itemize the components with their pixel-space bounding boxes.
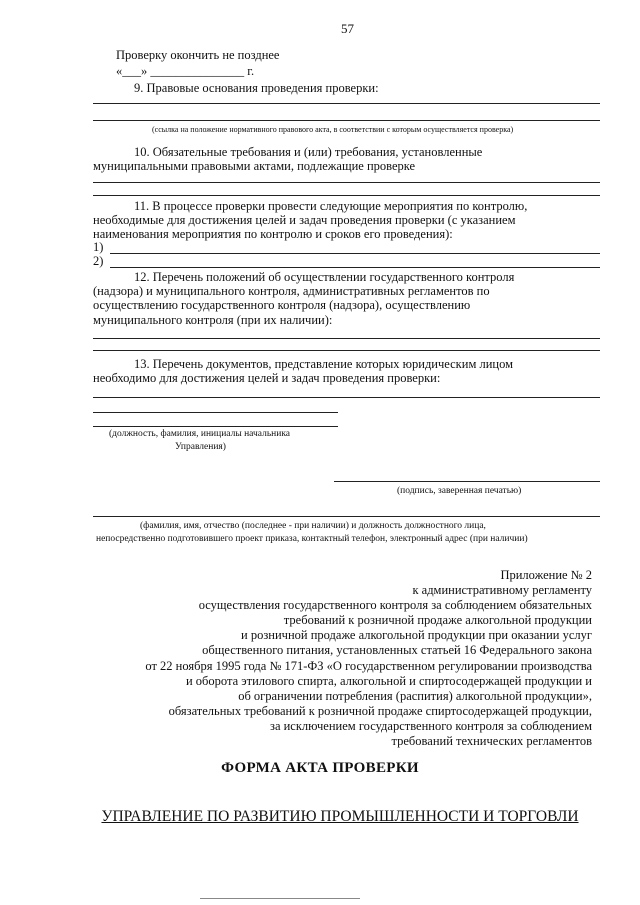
signature-line xyxy=(334,481,600,482)
fill-line xyxy=(93,426,338,427)
appendix-block xyxy=(145,568,592,749)
page-number: 57 xyxy=(341,21,354,36)
head-position-note-line1: (должность, фамилия, инициалы начальника xyxy=(109,429,291,439)
official-note-line2: непосредственно подготовившего проект приказа, контактный телефон, электронный адрес (при наличии) xyxy=(96,534,528,544)
fill-line xyxy=(93,338,600,339)
appendix-line: от 22 ноября 1995 года № 171-ФЗ «О государственном регулировании производства xyxy=(145,658,592,673)
appendix-line: к административному регламенту xyxy=(412,583,592,598)
appendix-line: общественного питания, установленных статьей 16 Федерального закона xyxy=(202,643,592,658)
fill-line xyxy=(93,120,600,121)
fill-line xyxy=(93,195,600,196)
section-10-line1: 10. Обязательные требования и (или) требования, установленные xyxy=(134,145,483,159)
section-9-note: (ссылка на положение нормативного правового акта, в соответствии с которым осуществляется проверка) xyxy=(152,125,514,134)
form-title: ФОРМА АКТА ПРОВЕРКИ xyxy=(221,760,419,776)
appendix-line: требований технических регламентов xyxy=(391,734,592,749)
fill-line xyxy=(93,103,600,104)
fill-line xyxy=(110,267,600,268)
section-11-item1: 1) xyxy=(93,240,104,254)
fill-line xyxy=(93,412,338,413)
section-10-line2: муниципальными правовыми актами, подлежащие проверке xyxy=(93,159,416,173)
section-11-item2: 2) xyxy=(93,254,104,268)
section-11-line1: 11. В процессе проверки провести следующие мероприятия по контролю, xyxy=(134,199,528,213)
appendix-line: обязательных требований к розничной продаже спиртосодержащей продукции, xyxy=(168,703,592,718)
fill-line xyxy=(93,397,600,398)
section-12-line3: осуществлению государственного контроля (надзора), осуществлению xyxy=(93,298,471,312)
fill-line xyxy=(93,182,600,183)
appendix-line: и розничной продаже алкогольной продукции при оказании услуг xyxy=(241,628,592,643)
section-11-line3: наименования мероприятия по контролю и сроков его проведения): xyxy=(93,227,453,241)
official-note-line1: (фамилия, имя, отчество (последнее - при наличии) и должность должностного лица, xyxy=(140,521,486,531)
section-9-title: 9. Правовые основания проведения проверки: xyxy=(134,81,379,95)
fill-line xyxy=(110,253,600,254)
appendix-line: Приложение № 2 xyxy=(500,568,592,582)
department-name: УПРАВЛЕНИЕ ПО РАЗВИТИЮ ПРОМЫШЛЕННОСТИ И ТОРГОВЛИ xyxy=(101,808,579,825)
deadline-label: Проверку окончить не позднее xyxy=(116,48,280,62)
section-12-line1: 12. Перечень положений об осуществлении государственного контроля xyxy=(134,270,515,284)
appendix-line: требований к розничной продаже алкогольной продукции xyxy=(283,613,592,628)
fill-line xyxy=(93,516,600,517)
appendix-line: об ограничении потребления (распития) алкогольной продукции», xyxy=(238,688,592,703)
appendix-line: за исключением государственного контроля за соблюдением xyxy=(270,718,592,733)
head-position-note-line2: Управления) xyxy=(175,442,226,452)
signature-note: (подпись, заверенная печатью) xyxy=(397,486,522,496)
deadline-date-line: «___» _______________ г. xyxy=(116,64,255,78)
section-11-line2: необходимые для достижения целей и задач проведения проверки (с указанием xyxy=(93,213,516,227)
fill-line xyxy=(93,350,600,351)
section-13-line1: 13. Перечень документов, представление которых юридическим лицом xyxy=(134,357,514,371)
section-12-line4: муниципального контроля (при их наличии): xyxy=(93,313,333,327)
section-13-line2: необходимо для достижения целей и задач проведения проверки: xyxy=(93,371,441,385)
section-12-line2: (надзора) и муниципального контроля, административных регламентов по xyxy=(93,284,490,298)
bottom-line xyxy=(200,898,360,899)
appendix-line: и оборота этилового спирта, алкогольной и спиртосодержащей продукции и xyxy=(185,673,592,688)
appendix-line: осуществления государственного контроля за соблюдением обязательных xyxy=(198,598,592,613)
